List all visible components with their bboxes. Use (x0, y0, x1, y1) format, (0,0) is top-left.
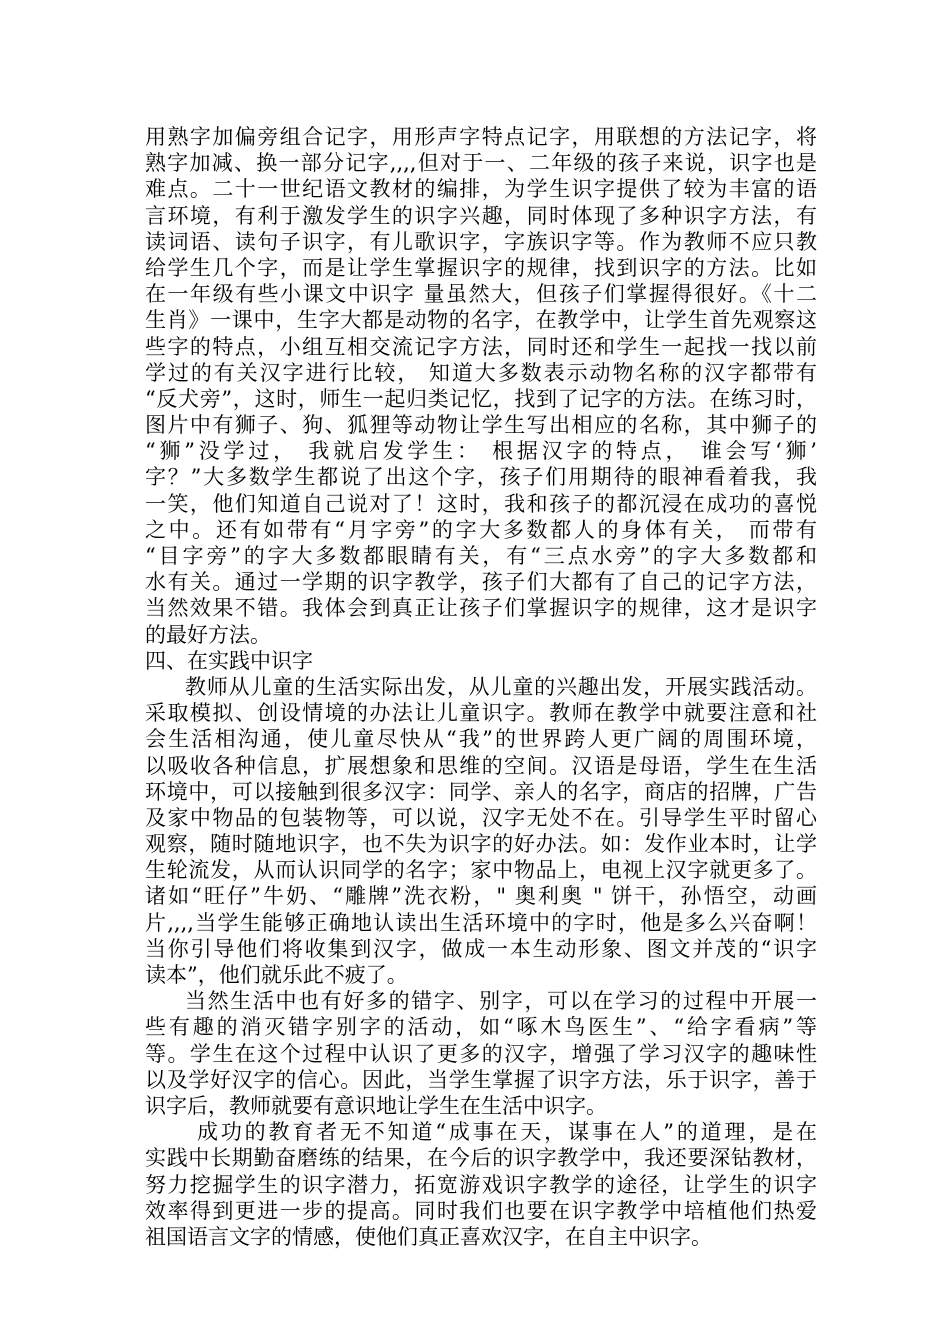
text-line: 采取模拟、创设情境的办法让儿童识字。教师在教学中就要注意和社 (145, 701, 817, 726)
text-line: 读本”，他们就乐此不疲了。 (145, 963, 408, 987)
text-line: 观察，随时随地识字，也不失为识字的好办法。如：发作业本时，让学 (145, 832, 817, 857)
text-line: 环境中，可以接触到很多汉字：同学、亲人的名字，商店的招牌，广告 (145, 779, 817, 804)
text-line: 片,,,,当学生能够正确地认读出生活环境中的字时，他是多么兴奋啊！ (145, 910, 817, 935)
body-text (145, 124, 817, 1250)
text-line: 读词语、读句子识字，有儿歌识字，字族识字等。作为教师不应只教 (145, 229, 817, 254)
text-line: 熟字加减、换一部分记字,,,,但对于一、二年级的孩子来说，识字也是 (145, 151, 817, 176)
text-line: 用熟字加偏旁组合记字，用形声字特点记字，用联想的方法记字，将 (145, 125, 817, 149)
text-line: “目字旁”的字大多数都眼睛有关，有“三点水旁”的字大多数都和 (145, 544, 817, 568)
text-line: 努力挖掘学生的识字潜力，拓宽游戏识字教学的途径，让学生的识字 (145, 1172, 817, 1197)
text-line: 以吸收各种信息，扩展想象和思维的空间。汉语是母语，学生在生活 (145, 753, 817, 778)
text-line: 效率得到更进一步的提高。同时我们也要在识字教学中培植他们热爱 (145, 1198, 817, 1223)
text-line: 成功的教育者无不知道“成事在天，谋事在人”的道理，是在 (197, 1120, 817, 1145)
text-line: 难点。二十一世纪语文教材的编排，为学生识字提供了较为丰富的语 (145, 177, 817, 202)
text-line: 教师从儿童的生活实际出发，从儿童的兴趣出发，开展实践活动。 (185, 674, 817, 699)
text-line: 字？”大多数学生都说了出这个字，孩子们用期待的眼神看着我，我 (145, 465, 817, 490)
text-line: 实践中长期勤奋磨练的结果，在今后的识字教学中，我还要深钻教材， (145, 1146, 817, 1171)
text-line: 之中。还有如带有“月字旁”的字大多数都人的身体有关， 而带有 (145, 517, 817, 542)
text-line: 些字的特点，小组互相交流记字方法，同时还和学生一起找一找以前 (145, 334, 817, 359)
text-line: “狮”没学过， 我就启发学生： 根据汉字的特点， 谁会写‘狮’ (145, 439, 817, 464)
text-line: 四、在实践中识字 (145, 648, 313, 673)
text-line: “反犬旁”，这时，师生一起归类记忆，找到了记字的方法。在练习时， (145, 386, 817, 411)
text-line: 在一年级有些小课文中识字 量虽然大，但孩子们掌握得很好。《十二 (145, 282, 817, 307)
text-line: 的最好方法。 (145, 622, 271, 647)
text-line: 一笑，他们知道自己说对了！这时，我和孩子的都沉浸在成功的喜悦 (145, 491, 817, 516)
text-line: 祖国语言文字的情感，使他们真正喜欢汉字，在自主中识字。 (145, 1224, 712, 1249)
text-line: 等。学生在这个过程中认识了更多的汉字，增强了学习汉字的趣味性 (145, 1041, 817, 1066)
text-line: 会生活相沟通，使儿童尽快从“我”的世界跨人更广阔的周围环境， (145, 727, 817, 752)
text-line: 生轮流发，从而认识同学的名字；家中物品上，电视上汉字就更多了。 (145, 858, 817, 883)
text-line: 当你引导他们将收集到汉字，做成一本生动形象、图文并茂的“识字 (145, 936, 817, 961)
text-line: 生肖》一课中，生字大都是动物的名字，在教学中，让学生首先观察这 (145, 308, 817, 333)
text-line: 诸如“旺仔”牛奶、“雕牌”洗衣粉，" 奥利奥 " 饼干，孙悟空，动画 (145, 884, 817, 909)
text-line: 识字后，教师就要有意识地让学生在生活中识字。 (145, 1093, 607, 1118)
text-line: 图片中有狮子、狗、狐狸等动物让学生写出相应的名称，其中狮子的 (145, 413, 817, 438)
text-line: 学过的有关汉字进行比较， 知道大多数表示动物名称的汉字都带有 (145, 360, 817, 385)
text-line: 给学生几个字，而是让学生掌握识字的规律，找到识字的方法。比如 (145, 255, 817, 280)
text-line: 及家中物品的包装物等，可以说，汉字无处不在。引导学生平时留心 (145, 805, 817, 830)
text-line: 言环境，有利于激发学生的识字兴趣，同时体现了多种识字方法，有 (145, 203, 817, 228)
text-line: 当然效果不错。我体会到真正让孩子们掌握识字的规律，这才是识字 (145, 596, 817, 621)
text-line: 以及学好汉字的信心。因此，当学生掌握了识字方法，乐于识字，善于 (145, 1067, 817, 1092)
text-line: 水有关。通过一学期的识字教学，孩子们大都有了自己的记字方法， (145, 570, 817, 595)
text-line: 当然生活中也有好多的错字、别字，可以在学习的过程中开展一 (185, 989, 817, 1014)
text-line: 些有趣的消灭错字别字的活动，如“啄木鸟医生”、“给字看病”等 (145, 1015, 817, 1040)
